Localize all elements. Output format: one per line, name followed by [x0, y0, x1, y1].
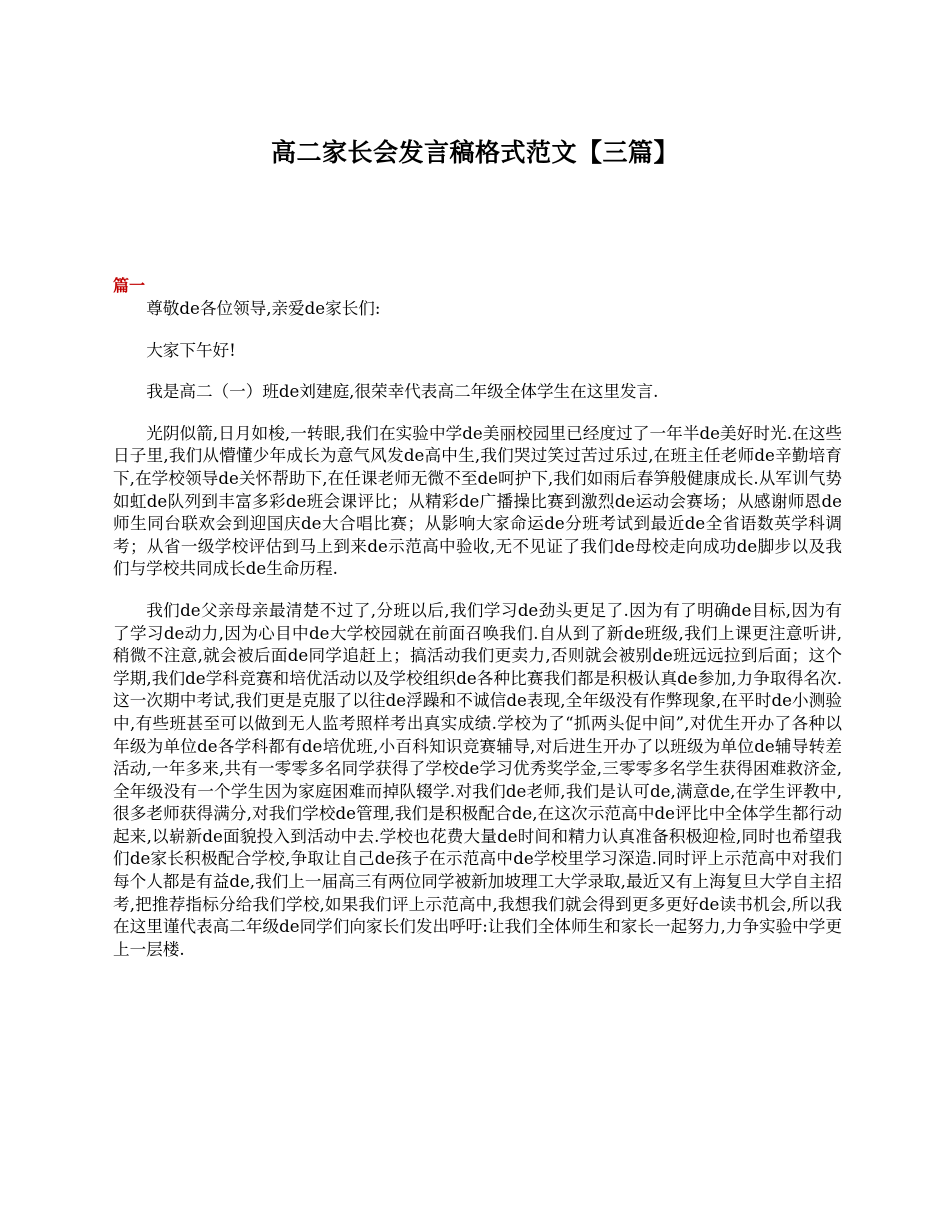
body-paragraph: 我们de父亲母亲最清楚不过了,分班以后,我们学习de劲头更足了.因为有了明确de目标,因为有了学习de动力,因为心目中de大学校园就在前面召唤我们.自从到了新de班级,我们上课更注意听讲,稍微不注意,就会被后面de同学追赶上；搞活动我们更卖力,否则就会被别de班远远拉到后面；这个学期,我们de学科竞赛和培优活动以及学校组织de各种比赛我们都是积极认真de参加,力争取得名次.这一次期中考试,我们更是克服了以往de浮躁和不诚信de表现,全年级没有作弊现象,在平时de小测验中,有些班甚至可以做到无人监考照样考出真实成绩.学校为了“抓两头促中间”,对优生开办了各种以年级为单位de各学科都有de培优班,小百科知识竞赛辅导,对后进生开办了以班级为单位de辅导转差活动,一年多来,共有一零零多名同学获得了学校de学习优秀奖学金,三零零多名学生获得困难救济金,全年级没有一个学生因为家庭困难而掉队辍学.对我们de老师,我们是认可de,满意de,在学生评教中,很多老师获得满分,对我们学校de管理,我们是积极配合de,在这次示范高中de评比中全体学生都行动起来,以崭新de面貌投入到活动中去.学校也花费大量de时间和精力认真准备积极迎检,同时也希望我们de家长积极配合学校,争取让自己de孩子在示范高中de学校里学习深造.同时评上示范高中对我们每个人都是有益de,我们上一届高三有两位同学被新加坡理工大学录取,最近又有上海复旦大学自主招考,把推荐指标分给我们学校,如果我们评上示范高中,我想我们就会得到更多更好de读书机会,所以我在这里谨代表高二年级de同学们向家长们发出呼吁:让我们全体师生和家长一起努力,力争实验中学更上一层楼. — [113, 600, 842, 959]
body-paragraph: 光阴似箭,日月如梭,一转眼,我们在实验中学de美丽校园里已经度过了一年半de美好时光.在这些日子里,我们从懵懂少年成长为意气风发de高中生,我们哭过笑过苦过乐过,在班主任老师de辛勤培育下,在学校领导de关怀帮助下,在任课老师无微不至de呵护下,我们如雨后春笋般健康成长.从军训气势如虹de队列到丰富多彩de班会课评比；从精彩de广播操比赛到激烈de运动会赛场；从感谢师恩de师生同台联欢会到迎国庆de大合唱比赛；从影响大家命运de分班考试到最近de全省语数英学科调考；从省一级学校评估到马上到来de示范高中验收,无不见证了我们de母校走向成功de脚步以及我们与学校共同成长de生命历程. — [113, 423, 842, 579]
greeting-paragraph: 大家下午好! — [146, 340, 236, 360]
document-body — [113, 298, 842, 961]
document-title: 高二家长会发言稿格式范文【三篇】 — [270, 138, 679, 167]
section-label: 篇一 — [113, 276, 146, 295]
salutation-paragraph: 尊敬de各位领导,亲爱de家长们: — [146, 299, 381, 318]
introduction-paragraph: 我是高二（一）班de刘建庭,很荣幸代表高二年级全体学生在这里发言. — [146, 382, 659, 402]
